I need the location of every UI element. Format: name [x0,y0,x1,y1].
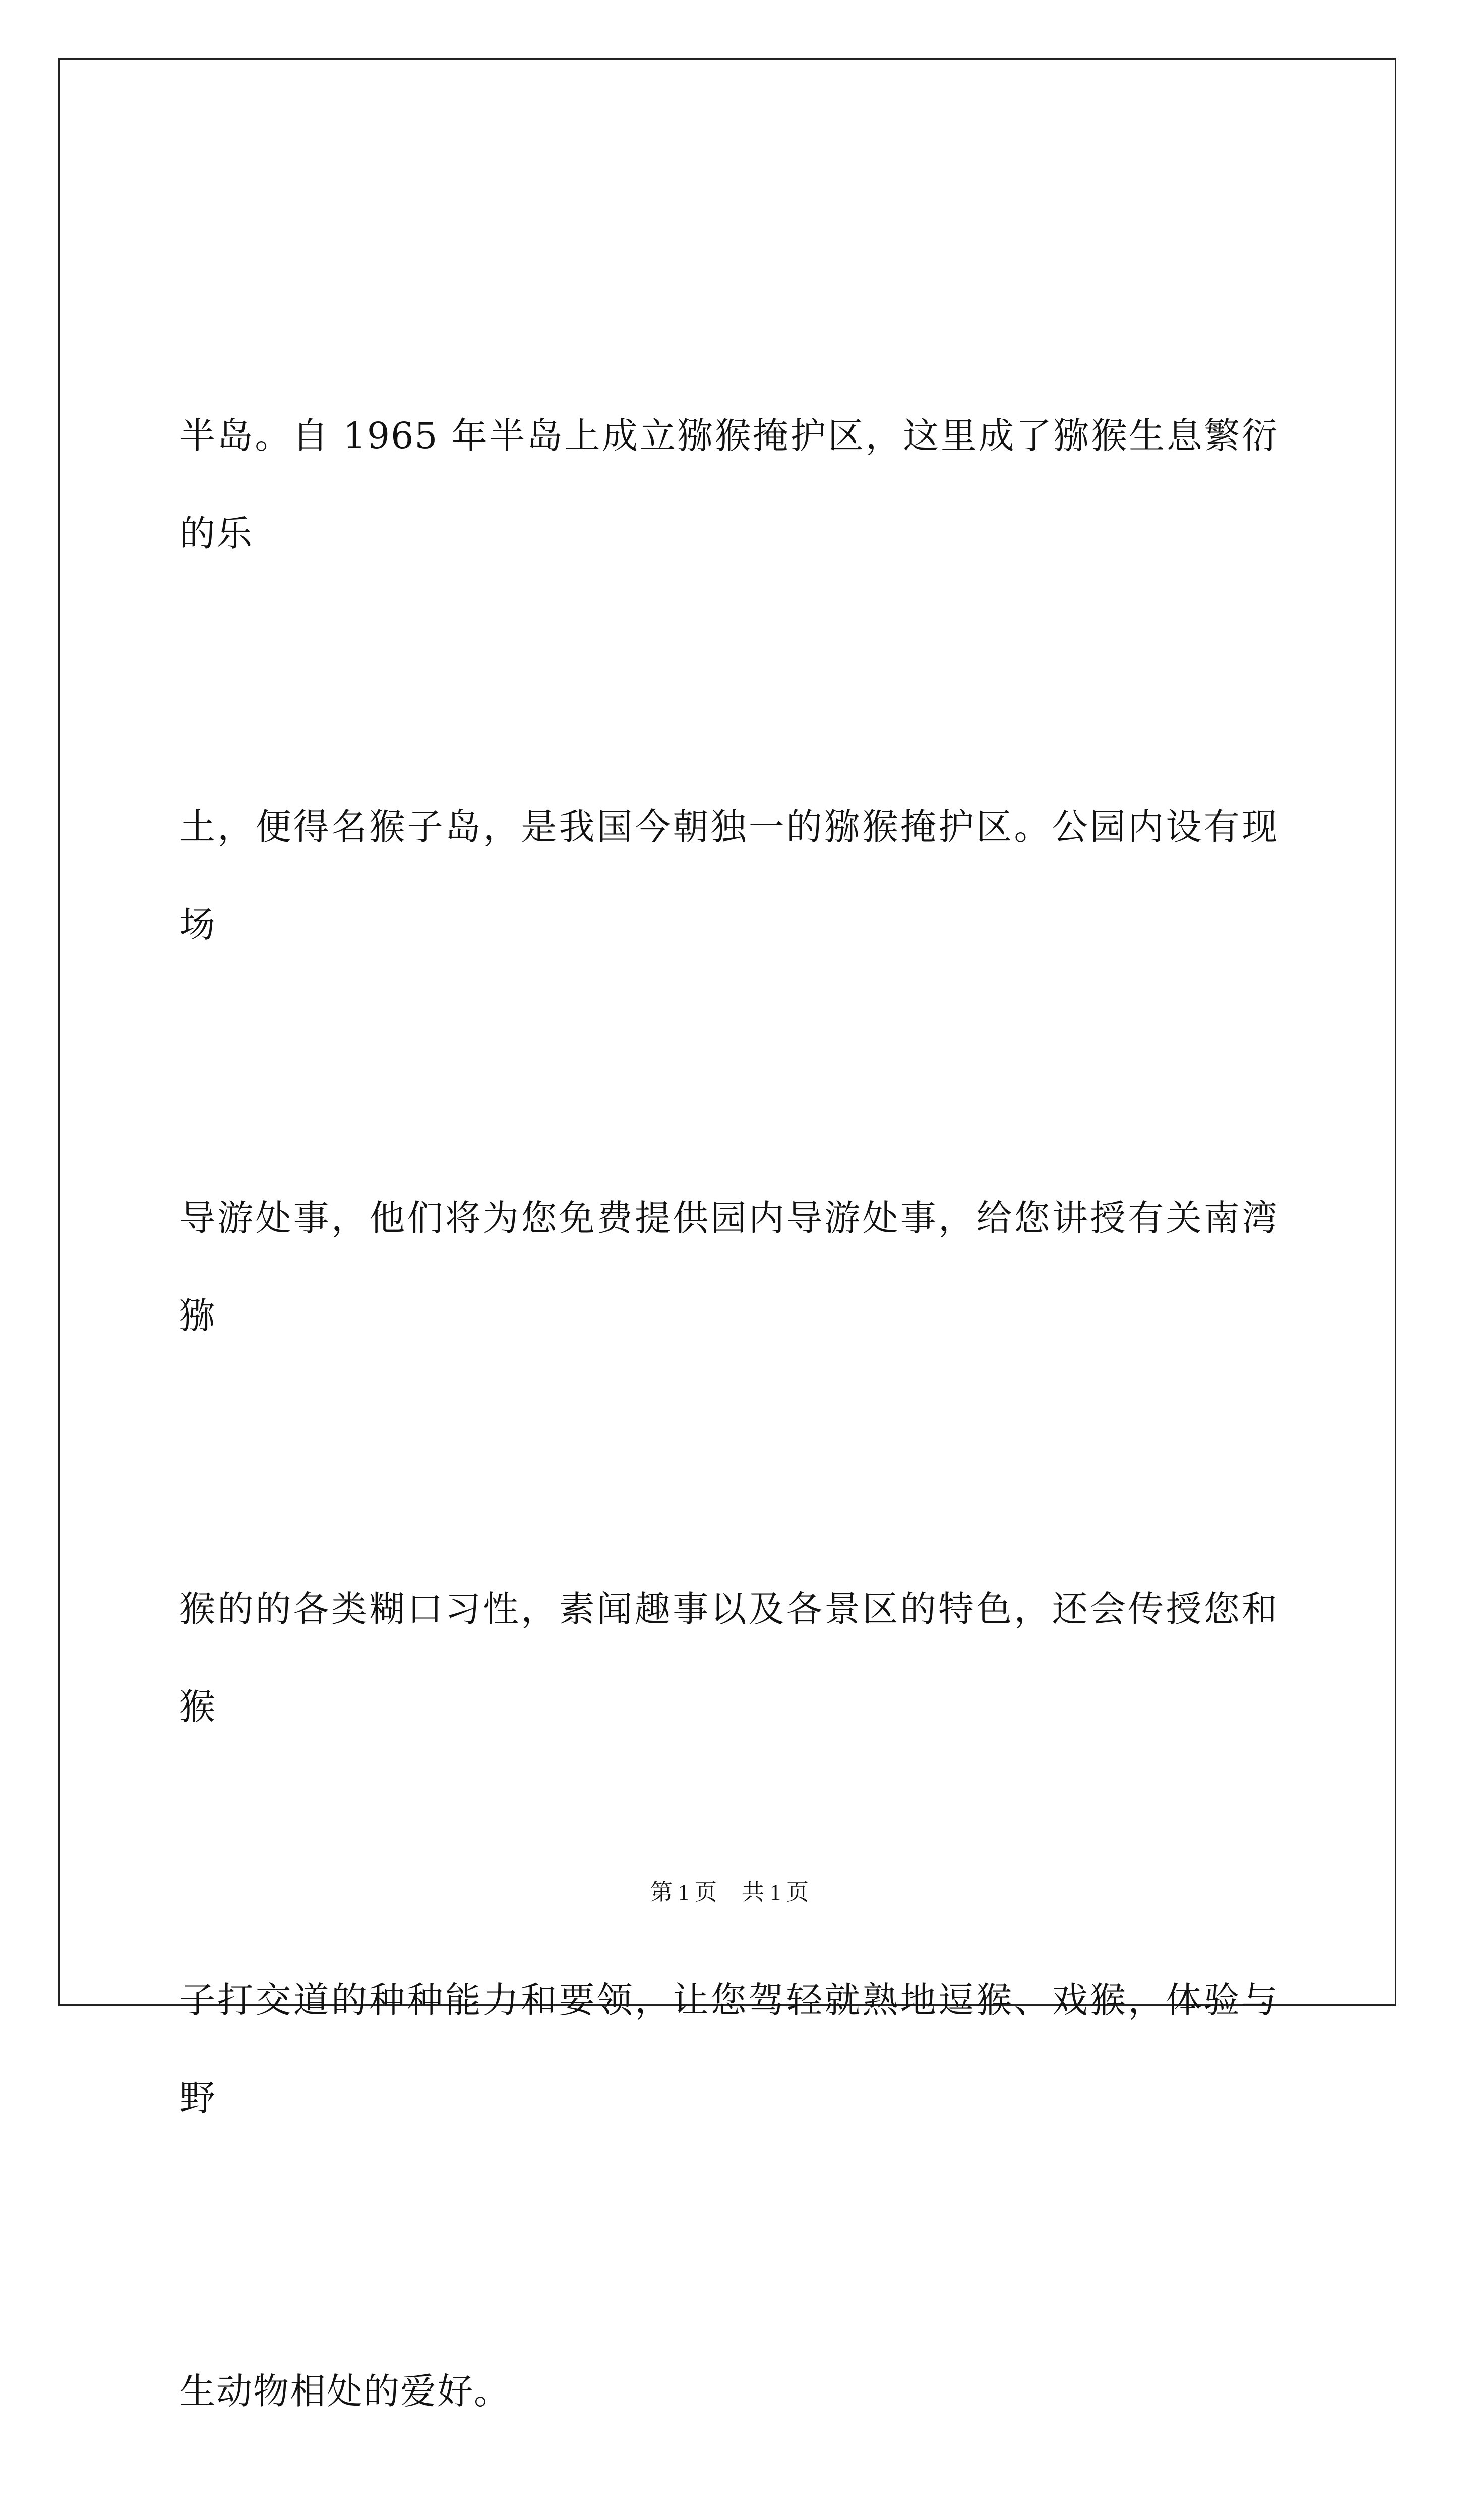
text-line: 生动物相处的爱好。 [179,2370,511,2412]
paragraph-1 [179,192,1279,2520]
text-line: 导游处事，他们将为您免费提供园内导游处事，给您讲授有关南湾猕 [179,1197,1279,1337]
page-number-current: 第 1 页 [650,1880,717,1905]
text-line: 子打交道的种种能力和要领，让您驾轻就熟地逗猴、戏猴，体验与野 [179,1979,1279,2119]
text-line: 猴的的各类糊口习性，素闻趣事以及各景区的特色，还会传授您和猴 [179,1588,1279,1728]
page-footer [0,1874,1459,1906]
page-number-total: 共 1 页 [742,1880,809,1905]
text-line: 半岛。自 1965 年半岛上成立猕猴掩护区，这里成了猕猴生息繁衍的乐 [179,415,1279,554]
document-body [179,192,1279,2520]
text-line: 土，便得名猴子岛，是我国今朝独一的猕猴掩护区。公园内设有现场 [179,806,1279,946]
